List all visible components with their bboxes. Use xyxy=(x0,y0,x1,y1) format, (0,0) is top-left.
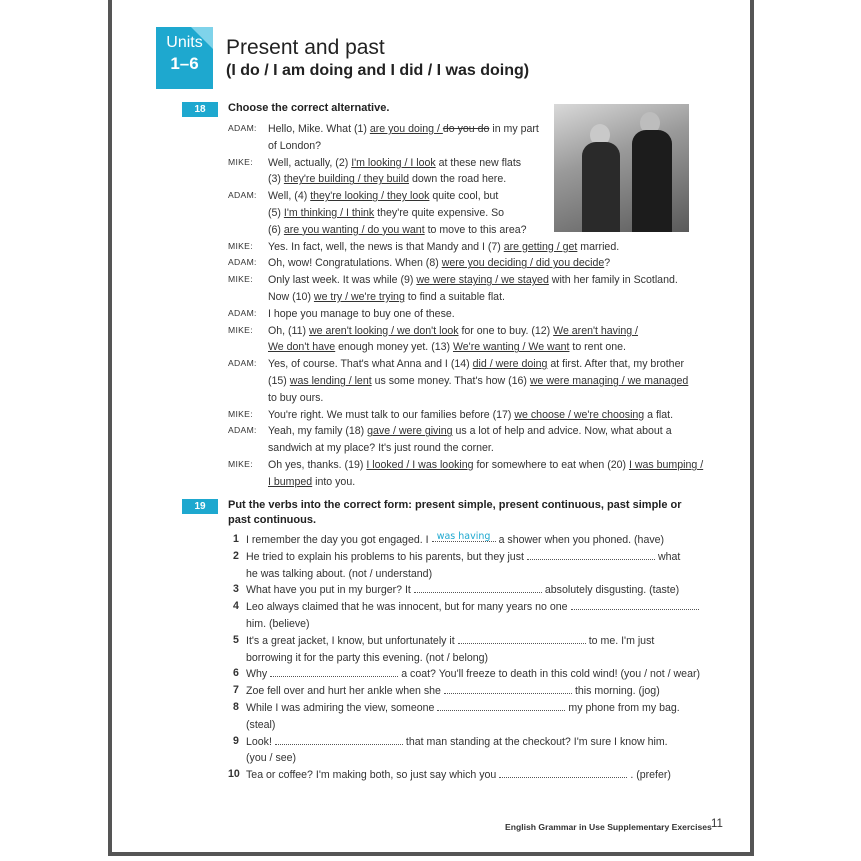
question-number: 7 xyxy=(233,684,239,697)
alternative-choice[interactable]: are you doing / xyxy=(369,123,443,135)
speaker-label: MIKE: xyxy=(228,240,253,251)
speaker-label: ADAM: xyxy=(228,257,257,268)
question-text: Zoe fell over and hurt her ankle when she xyxy=(246,685,441,698)
page-subtitle: (I do / I am doing and I did / I was doing) xyxy=(226,62,530,79)
dialogue-line xyxy=(268,222,527,239)
speaker-label: MIKE: xyxy=(228,459,253,469)
question-number: 10 xyxy=(228,768,240,781)
question-text: It's a great jacket, I know, but unfortunately it xyxy=(246,634,455,647)
question-text: absolutely disgusting. (taste) xyxy=(544,584,680,597)
exercise-19-number: 19 xyxy=(182,499,218,514)
speaker-label: ADAM: xyxy=(228,123,257,133)
dialogue-text: to move to this area? xyxy=(424,223,527,236)
dialogue-text: Oh, (11) xyxy=(268,324,310,337)
dialogue-line xyxy=(268,373,688,390)
dialogue-line xyxy=(268,306,455,323)
exercise-19-instruction-2: past continuous. xyxy=(228,514,316,526)
alternative-choice[interactable]: I was bumping / xyxy=(628,459,704,471)
speaker-label: ADAM: xyxy=(228,307,257,318)
question-text: this morning. (jog) xyxy=(574,685,660,698)
alternative-choice[interactable]: do you do xyxy=(442,123,490,135)
dialogue-line xyxy=(268,407,673,424)
question-text: He tried to explain his problems to his parents, but they just xyxy=(246,550,524,563)
dialogue-text: they're quite expensive. So xyxy=(374,207,505,219)
alternative-choice[interactable]: I'm looking / I look xyxy=(351,156,436,169)
question-line xyxy=(246,633,654,650)
question-line xyxy=(246,666,700,683)
dialogue-text: us some money. That's how (16) xyxy=(371,375,530,387)
dialogue-text: at first. After that, my brother xyxy=(547,358,684,371)
speaker-label: ADAM: xyxy=(228,425,257,436)
page-number: 11 xyxy=(711,818,723,830)
dialogue-text: (5) xyxy=(268,207,284,219)
page-title: Present and past xyxy=(226,36,385,59)
question-line xyxy=(246,750,296,767)
footer-book-title: English Grammar in Use Supplementary Exercises xyxy=(505,822,712,832)
alternative-choice[interactable]: they're looking / they look xyxy=(310,190,430,203)
answer-blank-filled[interactable] xyxy=(432,532,496,542)
question-number: 2 xyxy=(233,549,239,562)
dialogue-line xyxy=(268,155,521,172)
alternative-choice[interactable]: was lending / lent xyxy=(289,375,372,387)
alternative-choice[interactable]: did / were doing xyxy=(472,358,548,371)
dialogue-text: in my part xyxy=(489,123,539,135)
dialogue-line xyxy=(268,390,323,407)
units-badge xyxy=(156,27,213,89)
question-line xyxy=(246,616,310,633)
units-label: Units xyxy=(166,34,203,51)
dialogue-text: (15) xyxy=(268,375,290,387)
dialogue-text: of London? xyxy=(268,139,322,152)
alternative-choice[interactable]: gave / were giving xyxy=(367,425,453,438)
question-line xyxy=(246,582,679,599)
dialogue-line xyxy=(268,121,539,138)
dialogue-line xyxy=(268,138,321,155)
question-line xyxy=(246,700,680,717)
dialogue-line xyxy=(268,255,610,272)
question-line xyxy=(246,650,488,667)
dialogue-line xyxy=(268,423,672,440)
handwritten-answer: was having xyxy=(436,531,491,542)
question-line xyxy=(246,767,671,784)
question-number: 3 xyxy=(233,583,239,596)
dialogue-text: Oh yes, thanks. (19) xyxy=(268,459,367,471)
dialogue-line xyxy=(268,171,506,188)
question-line xyxy=(246,549,680,566)
dialogue-line xyxy=(268,339,626,356)
dialogue-text: to buy ours. xyxy=(268,391,324,404)
alternative-choice[interactable]: We aren't having / xyxy=(553,324,638,337)
question-text: Look! xyxy=(246,735,272,748)
alternative-choice[interactable]: are you wanting / do you want xyxy=(283,223,425,236)
question-line xyxy=(246,599,702,616)
question-line xyxy=(246,717,275,734)
alternative-choice[interactable]: I looked / I was looking xyxy=(366,459,474,471)
question-text: . (prefer) xyxy=(630,769,671,782)
dialogue-line xyxy=(268,457,703,474)
question-number: 4 xyxy=(233,600,239,613)
dialogue-text: at these new flats xyxy=(435,156,522,169)
answer-blank[interactable] xyxy=(414,583,542,593)
alternative-choice[interactable]: we were managing / we managed xyxy=(529,375,689,387)
question-text: borrowing it for the party this evening. (not / belong) xyxy=(246,651,489,664)
question-text: him. (believe) xyxy=(246,618,310,630)
exercise-19-instruction-1: Put the verbs into the correct form: present simple, present continuous, past simple or xyxy=(228,499,682,511)
speaker-label: MIKE: xyxy=(228,274,253,285)
dialogue-text: Well, (4) xyxy=(268,190,311,203)
question-number: 9 xyxy=(233,734,239,747)
dialogue-text: I hope you manage to buy one of these. xyxy=(268,307,455,320)
answer-blank[interactable] xyxy=(571,600,699,610)
dialogue-text: us a lot of help and advice. Now, what about a xyxy=(452,425,672,438)
dialogue-text: Yes. In fact, well, the news is that Mandy and I (7) xyxy=(268,240,504,253)
speaker-label: ADAM: xyxy=(228,358,257,369)
dialogue-line xyxy=(268,440,494,457)
answer-blank[interactable] xyxy=(270,667,398,677)
alternative-choice[interactable]: we try / we're trying xyxy=(313,291,405,303)
dialogue-text: into you. xyxy=(312,475,356,488)
dialogue-line xyxy=(268,323,638,340)
speaker-label: MIKE: xyxy=(228,156,253,167)
dialogue-text: sandwich at my place? It's just round the corner. xyxy=(268,442,494,455)
answer-blank[interactable] xyxy=(275,735,403,745)
alternative-choice[interactable]: were you deciding / did you decide xyxy=(441,257,605,270)
question-number: 5 xyxy=(233,633,239,646)
dialogue-text: for one to buy. (12) xyxy=(458,324,554,337)
speaker-label: ADAM: xyxy=(228,190,257,201)
question-number: 1 xyxy=(233,533,239,545)
question-text: he was talking about. (not / understand) xyxy=(246,567,433,580)
dialogue-text: to find a suitable flat. xyxy=(404,291,505,303)
dialogue-line xyxy=(268,188,498,205)
question-text: What have you put in my burger? It xyxy=(246,584,411,597)
question-line xyxy=(246,683,660,700)
exercise-18-number: 18 xyxy=(182,102,218,117)
question-text: what xyxy=(657,550,681,563)
handshake-photo xyxy=(554,104,689,232)
dialogue-text: Yes, of course. That's what Anna and I (14) xyxy=(268,358,473,371)
question-text: my phone from my bag. xyxy=(568,702,680,714)
dialogue-text: (3) xyxy=(268,173,284,186)
answer-blank[interactable] xyxy=(458,634,586,644)
dialogue-text: married. xyxy=(577,240,620,253)
question-text: While I was admiring the view, someone xyxy=(246,702,435,714)
answer-blank[interactable] xyxy=(437,701,565,711)
dialogue-text: Hello, Mike. What (1) xyxy=(268,123,370,135)
answer-blank[interactable] xyxy=(444,684,572,694)
question-number: 8 xyxy=(233,701,239,713)
dialogue-text: enough money yet. (13) xyxy=(335,341,453,354)
dialogue-line xyxy=(268,356,684,373)
dialogue-text: to rent one. xyxy=(569,341,626,354)
question-line xyxy=(246,734,668,751)
dialogue-text: ? xyxy=(604,257,611,270)
units-range: 1–6 xyxy=(170,54,199,73)
dialogue-text: with her family in Scotland. xyxy=(548,274,678,287)
dialogue-text: (6) xyxy=(268,223,284,236)
dialogue-text: Yeah, my family (18) xyxy=(268,425,368,438)
dialogue-text: a flat. xyxy=(644,408,674,421)
dialogue-text: for somewhere to eat when (20) xyxy=(473,459,629,471)
dialogue-text: down the road here. xyxy=(409,173,507,186)
alternative-choice[interactable]: We don't have xyxy=(268,341,336,354)
alternative-choice[interactable]: We're wanting / We want xyxy=(452,341,570,354)
question-text: that man standing at the checkout? I'm sure I know him. xyxy=(405,735,668,748)
dialogue-line xyxy=(268,272,678,289)
alternative-choice[interactable]: we choose / we're choosing xyxy=(514,408,645,421)
dialogue-text: quite cool, but xyxy=(429,190,499,203)
question-line xyxy=(246,532,664,549)
dialogue-text: You're right. We must talk to our families before (17) xyxy=(268,408,515,421)
question-text: Why xyxy=(246,668,268,681)
dialogue-text: Oh, wow! Congratulations. When (8) xyxy=(268,257,442,270)
speaker-label: MIKE: xyxy=(228,408,253,419)
dialogue-line xyxy=(268,239,619,256)
answer-blank[interactable] xyxy=(527,550,655,560)
speaker-label: MIKE: xyxy=(228,324,253,335)
dialogue-text: Well, actually, (2) xyxy=(268,156,352,169)
exercise-18-instruction: Choose the correct alternative. xyxy=(228,102,390,114)
question-text: (you / see) xyxy=(246,752,297,765)
dialogue-line xyxy=(268,474,355,491)
question-text: (steal) xyxy=(246,718,276,731)
dialogue-line xyxy=(268,289,505,306)
alternative-choice[interactable]: I bumped xyxy=(268,475,313,488)
alternative-choice[interactable]: we were staying / we stayed xyxy=(416,274,549,287)
question-line xyxy=(246,566,432,583)
answer-blank[interactable] xyxy=(499,768,627,778)
alternative-choice[interactable]: we aren't looking / we don't look xyxy=(309,324,459,337)
question-text: Leo always claimed that he was innocent, but for many years no one xyxy=(246,601,568,614)
question-text: a shower when you phoned. (have) xyxy=(498,534,665,546)
dialogue-text: Only last week. It was while (9) xyxy=(268,274,417,287)
question-text: Tea or coffee? I'm making both, so just say which you xyxy=(246,769,497,782)
question-text: to me. I'm just xyxy=(588,634,655,647)
alternative-choice[interactable]: I'm thinking / I think xyxy=(283,207,375,219)
question-text: a coat? You'll freeze to death in this cold wind! (you / not / wear) xyxy=(401,668,701,681)
question-text: I remember the day you got engaged. I xyxy=(246,534,429,546)
dialogue-text: Now (10) xyxy=(268,291,314,303)
alternative-choice[interactable]: they're building / they build xyxy=(283,173,409,186)
dialogue-line xyxy=(268,205,504,222)
question-number: 6 xyxy=(233,667,239,680)
alternative-choice[interactable]: are getting / get xyxy=(503,240,578,253)
